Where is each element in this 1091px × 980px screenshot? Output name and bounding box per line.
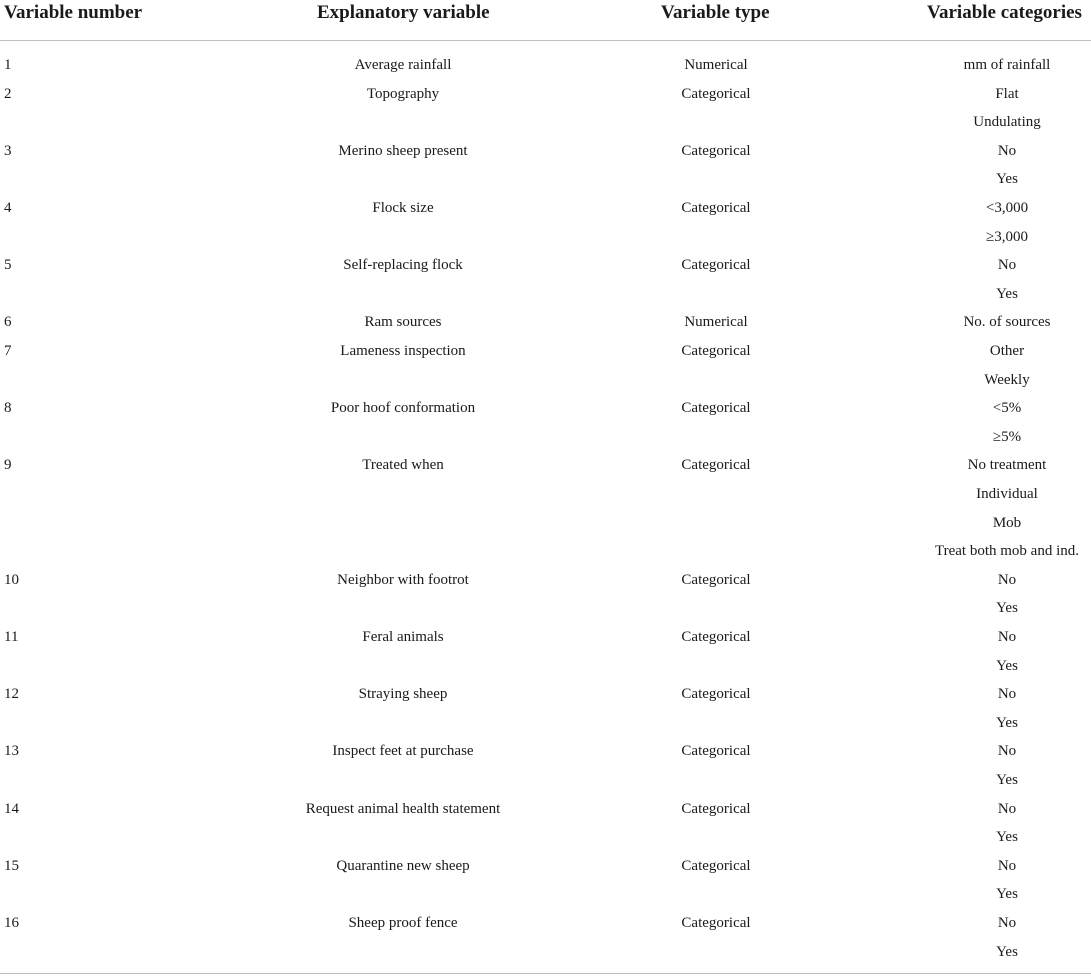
cell-explanatory-variable: Flock size [372,200,434,216]
table-row [0,427,1091,456]
cell-variable-category: No [997,800,1017,817]
table-row [0,827,1091,856]
cell-variable-category: No treatment [967,457,1047,474]
table-row [0,570,1091,599]
cell-variable-type: Categorical [681,915,751,931]
cell-explanatory-variable: Feral animals [362,629,444,645]
cell-variable-type: Categorical [681,800,751,817]
cell-variable-category: No [997,629,1017,645]
table-row [0,198,1091,227]
table-row [0,856,1091,885]
cell-variable-category: Yes [996,600,1018,617]
cell-variable-number: 16 [4,915,19,931]
cell-variable-category: No [997,142,1017,159]
header-variable-categories: Variable categories [927,2,1082,23]
cell-variable-type: Categorical [681,200,751,216]
cell-variable-category: Other [989,343,1025,359]
cell-variable-number: 4 [4,200,12,216]
cell-variable-category: Yes [996,829,1018,846]
cell-variable-category: No [997,915,1017,931]
cell-variable-category: Yes [996,886,1018,903]
table-row [0,513,1091,542]
cell-variable-type: Categorical [681,743,751,760]
table-row [0,884,1091,913]
cell-variable-category: Treat both mob and ind. [934,543,1080,560]
cell-variable-type: Categorical [681,571,751,588]
table-row [0,398,1091,427]
cell-variable-category: No. of sources [963,314,1051,331]
cell-variable-category: ≥3,000 [986,228,1028,245]
cell-variable-category: Individual [976,486,1038,502]
table-row [0,370,1091,399]
cell-explanatory-variable: Sheep proof fence [348,915,458,931]
cell-variable-number: 8 [4,400,12,417]
table-row [0,627,1091,656]
cell-variable-category: Flat [995,85,1019,102]
cell-explanatory-variable: Neighbor with footrot [337,571,469,588]
table-bottom-rule [0,973,1091,974]
cell-variable-number: 9 [4,457,12,474]
table-row [0,741,1091,770]
header-explanatory-variable: Explanatory variable [317,2,490,23]
cell-variable-category: No [997,686,1017,703]
table-row [0,284,1091,313]
cell-variable-category: Yes [996,285,1018,302]
cell-explanatory-variable: Self-replacing flock [343,257,463,274]
cell-variable-type: Categorical [681,257,751,274]
cell-variable-number: 13 [4,743,19,760]
table-row [0,799,1091,828]
cell-variable-category: No [997,257,1017,274]
table-row [0,341,1091,370]
table-row [0,656,1091,685]
table-row [0,942,1091,971]
cell-variable-number: 10 [4,571,19,588]
cell-variable-type: Numerical [684,314,748,331]
cell-variable-type: Categorical [681,400,751,417]
cell-variable-category: Mob [992,514,1022,531]
cell-variable-type: Categorical [681,686,751,703]
table-row [0,169,1091,198]
cell-variable-category: No [997,743,1017,760]
cell-explanatory-variable: Average rainfall [354,57,452,73]
cell-variable-category: Yes [996,657,1018,674]
table-header [0,0,1091,41]
table-row [0,484,1091,513]
cell-explanatory-variable: Topography [366,85,440,102]
table-row [0,541,1091,570]
cell-variable-category: Yes [996,943,1018,960]
cell-explanatory-variable: Merino sheep present [338,142,468,159]
cell-variable-number: 6 [4,314,12,331]
cell-variable-number: 15 [4,857,19,874]
table-row [0,598,1091,627]
cell-explanatory-variable: Ram sources [364,314,442,331]
cell-explanatory-variable: Lameness inspection [340,343,466,359]
table-row [0,141,1091,170]
table-row [0,84,1091,113]
cell-variable-category: Weekly [984,371,1030,388]
header-variable-type: Variable type [661,2,770,23]
cell-variable-number: 3 [4,142,12,159]
cell-variable-type: Numerical [684,57,748,73]
cell-variable-number: 1 [4,57,12,73]
cell-variable-category: No [997,857,1017,874]
table-row [0,227,1091,256]
cell-variable-number: 2 [4,85,12,102]
cell-variable-category: <3,000 [985,200,1029,216]
table-row [0,255,1091,284]
cell-variable-number: 12 [4,686,19,703]
cell-variable-category: <5% [992,400,1022,417]
cell-variable-type: Categorical [681,142,751,159]
cell-explanatory-variable: Quarantine new sheep [336,857,470,874]
cell-variable-category: Undulating [973,114,1041,131]
cell-variable-category: ≥5% [992,428,1022,445]
cell-variable-number: 7 [4,343,12,359]
cell-explanatory-variable: Treated when [362,457,444,474]
cell-variable-category: Yes [996,772,1018,788]
cell-variable-type: Categorical [681,857,751,874]
cell-variable-type: Categorical [681,85,751,102]
table-row [0,770,1091,799]
table-row [0,713,1091,742]
cell-explanatory-variable: Poor hoof conformation [330,400,476,417]
cell-variable-number: 11 [4,629,19,645]
cell-variable-category: mm of rainfall [963,57,1051,73]
table-row [0,112,1091,141]
cell-variable-type: Categorical [681,629,751,645]
cell-explanatory-variable: Straying sheep [358,686,448,703]
cell-variable-category: Yes [996,171,1018,188]
cell-variable-type: Categorical [681,457,751,474]
table-row [0,684,1091,713]
cell-variable-number: 14 [4,800,19,817]
cell-variable-category: No [997,571,1017,588]
table-row [0,312,1091,341]
cell-variable-category: Yes [996,714,1018,731]
cell-variable-number: 5 [4,257,12,274]
cell-explanatory-variable: Inspect feet at purchase [332,743,474,760]
table-row [0,55,1091,84]
cell-variable-type: Categorical [681,343,751,359]
cell-explanatory-variable: Request animal health statement [305,800,501,817]
header-variable-number: Variable number [4,2,143,23]
table-row [0,455,1091,484]
table-row [0,913,1091,942]
